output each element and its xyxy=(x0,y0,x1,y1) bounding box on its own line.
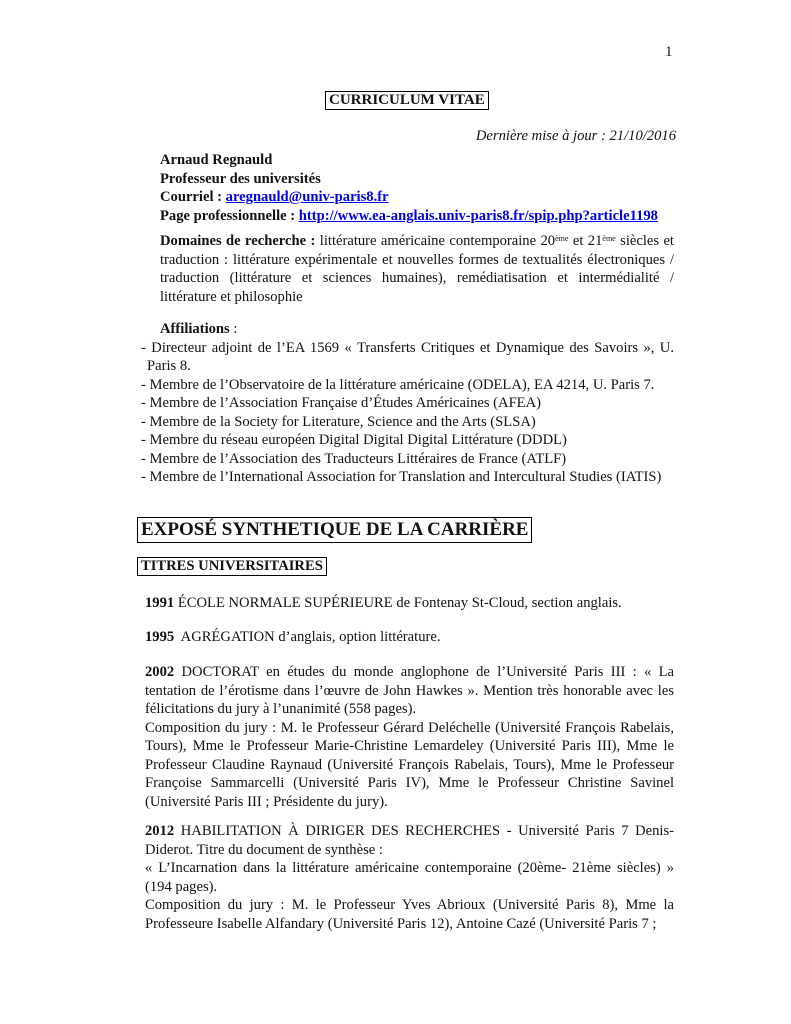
list-item: - Directeur adjoint de l’EA 1569 « Transferts Critiques et Dynamique des Savoirs », U. Paris 8. xyxy=(141,339,674,374)
research-sup-1: ème xyxy=(555,234,569,243)
homepage-link[interactable]: http://www.ea-anglais.univ-paris8.fr/spip.php?article1198 xyxy=(298,207,658,224)
affiliations-colon: : xyxy=(229,321,238,337)
degree-entry-1995 xyxy=(145,628,674,647)
research-text-a: littérature américaine contemporaine 20 xyxy=(319,233,556,249)
degree-year: 2002 xyxy=(145,664,175,680)
cv-title: CURRICULUM VITAE xyxy=(325,91,489,110)
degree-jury: Composition du jury : M. le Professeur Yves Abrioux (Université Paris 8), Mme la Professeure Isabelle Alfandary (Université Paris 12), Antoine Cazé (Université Paris 7 ; xyxy=(145,897,674,932)
page-number: 1 xyxy=(665,44,673,60)
list-item: - Membre de l’Observatoire de la littérature américaine (ODELA), EA 4214, U. Paris 7. xyxy=(141,376,655,393)
degree-text: DOCTORAT en études du monde anglophone de l’Université Paris III : « La tentation de l’érotisme dans l’œuvre de John Hawkes ». Mention très honorable avec les félicitations du jury à l’unanimité (558 pages). xyxy=(145,664,674,717)
email-link[interactable]: aregnauld@univ-paris8.fr xyxy=(225,189,389,205)
research-sup-2: ème xyxy=(602,234,616,243)
degree-thesis: « L’Incarnation dans la littérature américaine contemporaine (20ème- 21ème siècles) » (194 pages). xyxy=(145,860,674,895)
degree-text: ÉCOLE NORMALE SUPÉRIEURE de Fontenay St-Cloud, section anglais. xyxy=(174,595,622,611)
list-item: - Membre de la Society for Literature, Science and the Arts (SLSA) xyxy=(141,413,536,430)
research-text-c: siècles et traduction : littérature expérimentale et nouvelles formes de textualités électroniques / traduction (littérature et sciences humaines), remédiatisation et intermédialité / littérature et philosophie xyxy=(160,233,674,305)
email-line xyxy=(160,188,658,207)
research-label: Domaines de recherche : xyxy=(160,233,320,249)
research-text-b: et 21 xyxy=(568,233,603,249)
affiliations-list xyxy=(137,339,674,487)
affiliations-heading xyxy=(137,320,674,339)
degree-year: 1991 xyxy=(145,595,175,611)
affiliations-block xyxy=(137,320,674,487)
degree-entry-1991 xyxy=(145,594,674,613)
email-label: Courriel : xyxy=(160,189,226,205)
list-item: - Membre de l’Association des Traducteurs Littéraires de France (ATLF) xyxy=(141,450,567,467)
career-section-title: EXPOSÉ SYNTHETIQUE DE LA CARRIÈRE xyxy=(137,517,532,543)
degrees-section-title: TITRES UNIVERSITAIRES xyxy=(137,557,327,576)
list-item: - Membre de l’International Association for Translation and Intercultural Studies (IATIS) xyxy=(141,469,662,485)
degree-entry-2002 xyxy=(145,663,674,811)
degree-entry-2012 xyxy=(145,822,674,933)
last-update: Dernière mise à jour : 21/10/2016 xyxy=(475,128,676,144)
degree-text: AGRÉGATION d’anglais, option littérature. xyxy=(174,629,441,645)
person-name: Arnaud Regnauld xyxy=(160,152,273,168)
degree-year: 1995 xyxy=(145,629,175,645)
research-paragraph xyxy=(137,232,674,306)
list-item: - Membre du réseau européen Digital Digital Digital Littérature (DDDL) xyxy=(141,432,567,448)
homepage-line xyxy=(160,207,658,226)
person-position: Professeur des universités xyxy=(160,170,321,187)
identity-block xyxy=(160,151,658,225)
degree-text: HABILITATION À DIRIGER DES RECHERCHES - Université Paris 7 Denis-Diderot. Titre du document de synthèse : xyxy=(145,823,674,858)
research-block xyxy=(137,232,674,306)
degree-year: 2012 xyxy=(145,823,175,839)
list-item: - Membre de l’Association Française d’Études Américaines (AFEA) xyxy=(141,395,541,411)
homepage-label: Page professionnelle : xyxy=(160,207,299,224)
affiliations-label: Affiliations xyxy=(160,321,230,337)
degree-jury: Composition du jury : M. le Professeur Gérard Deléchelle (Université François Rabelais, Tours), Mme le Professeur Marie-Christine Lemardeley (Université Paris III), Mme le Professeur Claudine Raynaud (Université François Rabelais, Tours), Mme le Professeur Françoise Sammarcelli (Université Paris IV), Mme le Professeur Christine Savinel (Université Paris III ; Présidente du jury). xyxy=(145,719,674,810)
